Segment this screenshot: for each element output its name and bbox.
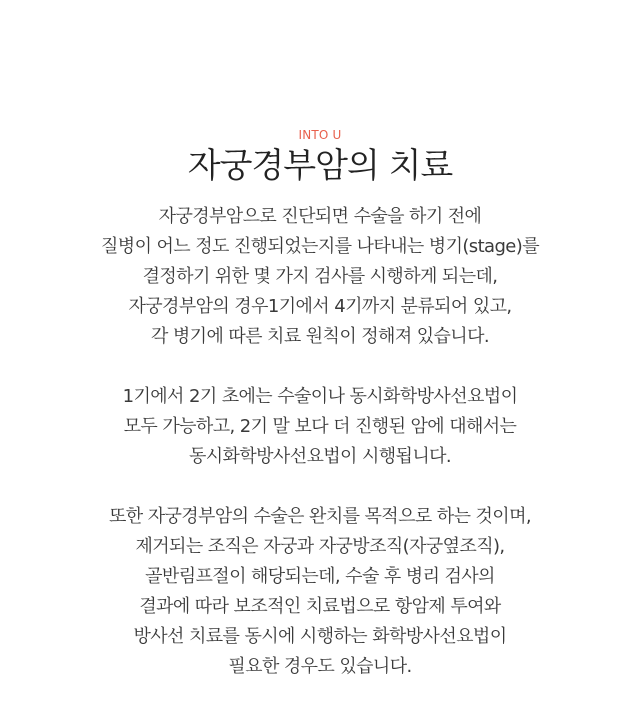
paragraph-staging: [0, 202, 640, 352]
text-line: 또한 자궁경부암의 수술은 완치를 목적으로 하는 것이며,: [109, 506, 531, 527]
text-line: 동시화학방사선요법이 시행됩니다.: [188, 446, 452, 467]
section-eyebrow: INTO U: [298, 128, 342, 142]
text-line: 결정하기 위한 몇 가지 검사를 시행하게 되는데,: [142, 266, 498, 287]
text-line: 자궁경부암으로 진단되면 수술을 하기 전에: [158, 206, 482, 227]
text-line: 모두 가능하고, 2기 말 보다 더 진행된 암에 대해서는: [123, 416, 517, 437]
text-line: 각 병기에 따른 치료 원칙이 정해져 있습니다.: [150, 326, 490, 347]
text-line: 제거되는 조직은 자궁과 자궁방조직(자궁옆조직),: [135, 536, 505, 557]
text-line: 필요한 경우도 있습니다.: [228, 656, 412, 677]
page-title: 자궁경부암의 치료: [187, 146, 453, 186]
text-line: 자궁경부암의 경우1기에서 4기까지 분류되어 있고,: [128, 296, 512, 317]
paragraph-surgery: [0, 502, 640, 682]
paragraph-treatment-by-stage: [0, 382, 640, 472]
text-line: 질병이 어느 정도 진행되었는지를 나타내는 병기(stage)를: [101, 236, 539, 257]
text-line: 방사선 치료를 동시에 시행하는 화학방사선요법이: [133, 626, 507, 647]
text-line: 골반림프절이 해당되는데, 수술 후 병리 검사의: [145, 566, 495, 587]
body-text: [0, 202, 640, 712]
text-line: 1기에서 2기 초에는 수술이나 동시화학방사선요법이: [122, 386, 518, 407]
text-line: 결과에 따라 보조적인 치료법으로 항암제 투여와: [139, 596, 501, 617]
